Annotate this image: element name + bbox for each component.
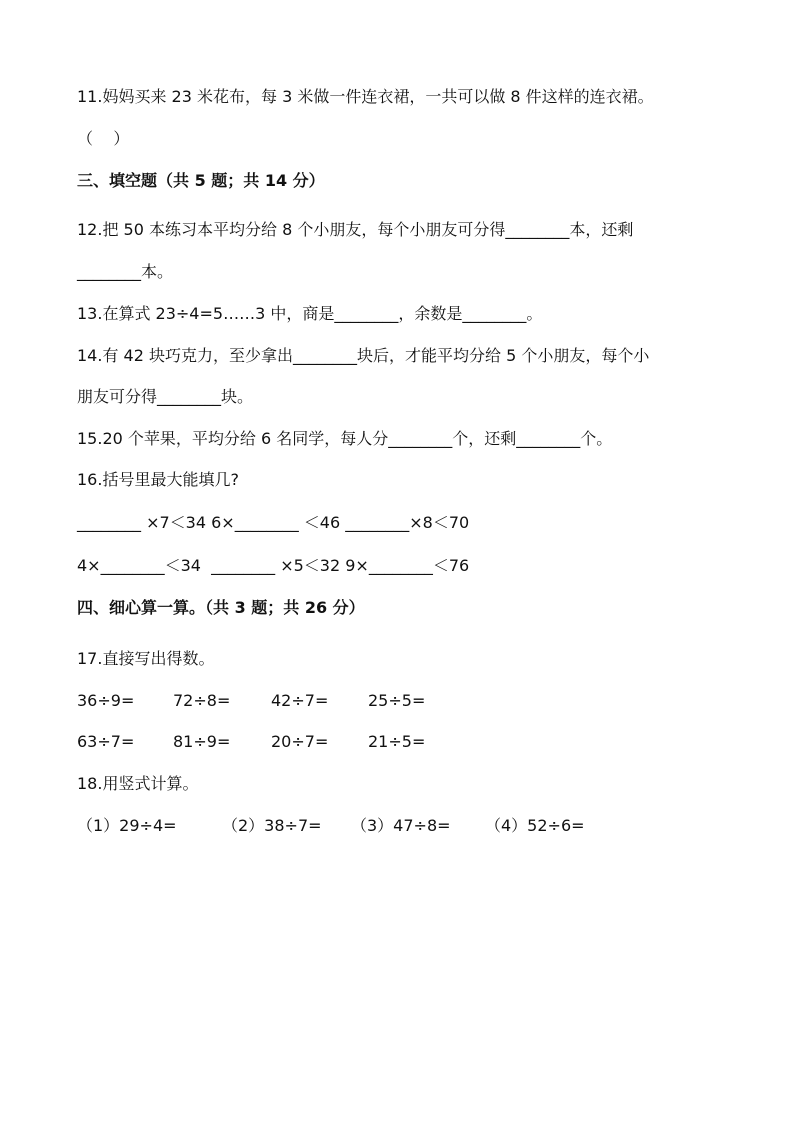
section-4-heading: 四、细心算一算。（共 3 题；共 26 分） xyxy=(77,598,365,617)
vertical-calc-item: （4）52÷6= xyxy=(485,816,585,835)
calc-item: 42÷7= xyxy=(271,691,329,710)
vertical-calc-item: （2）38÷7= xyxy=(222,816,322,835)
calc-item: 25÷5= xyxy=(368,691,426,710)
vertical-calc-item: （1）29÷4= xyxy=(77,816,177,835)
question-18-prompt: 18.用竖式计算。 xyxy=(77,774,199,793)
question-12-line-1: 12.把 50 本练习本平均分给 8 个小朋友，每个小朋友可分得________本，还剩 xyxy=(77,220,634,239)
question-13-text: 13.在算式 23÷4=5……3 中，商是________，余数是________。 xyxy=(77,304,543,323)
question-11-text: 11.妈妈买来 23 米花布，每 3 米做一件连衣裙，一共可以做 8 件这样的连衣裙。 xyxy=(77,87,654,106)
calc-item: 36÷9= xyxy=(77,691,135,710)
calc-item: 63÷7= xyxy=(77,732,135,751)
question-14-line-2: 朋友可分得________块。 xyxy=(77,387,254,406)
question-16-row-2: 4×________＜34 ________ ×5＜32 9×________＜76 xyxy=(77,556,470,575)
question-11-answer-parentheses[interactable]: （ ） xyxy=(77,129,130,148)
calc-item: 72÷8= xyxy=(173,691,231,710)
section-3-heading: 三、填空题（共 5 题；共 14 分） xyxy=(77,171,325,190)
question-14-line-1: 14.有 42 块巧克力，至少拿出________块后，才能平均分给 5 个小朋友，每个小 xyxy=(77,346,650,365)
question-12-line-2: ________本。 xyxy=(77,262,174,281)
vertical-calc-item: （3）47÷8= xyxy=(351,816,451,835)
calc-item: 81÷9= xyxy=(173,732,231,751)
question-17-prompt: 17.直接写出得数。 xyxy=(77,649,215,668)
question-15-text: 15.20 个苹果，平均分给 6 名同学，每人分________个，还剩________个。 xyxy=(77,429,613,448)
question-18-items xyxy=(77,815,585,925)
question-16-row-1: ________ ×7＜34 6×________ ＜46 ________×8＜70 xyxy=(77,513,470,532)
question-16-prompt: 16.括号里最大能填几? xyxy=(77,470,239,489)
calc-item: 20÷7= xyxy=(271,732,329,751)
calc-item: 21÷5= xyxy=(368,732,426,751)
